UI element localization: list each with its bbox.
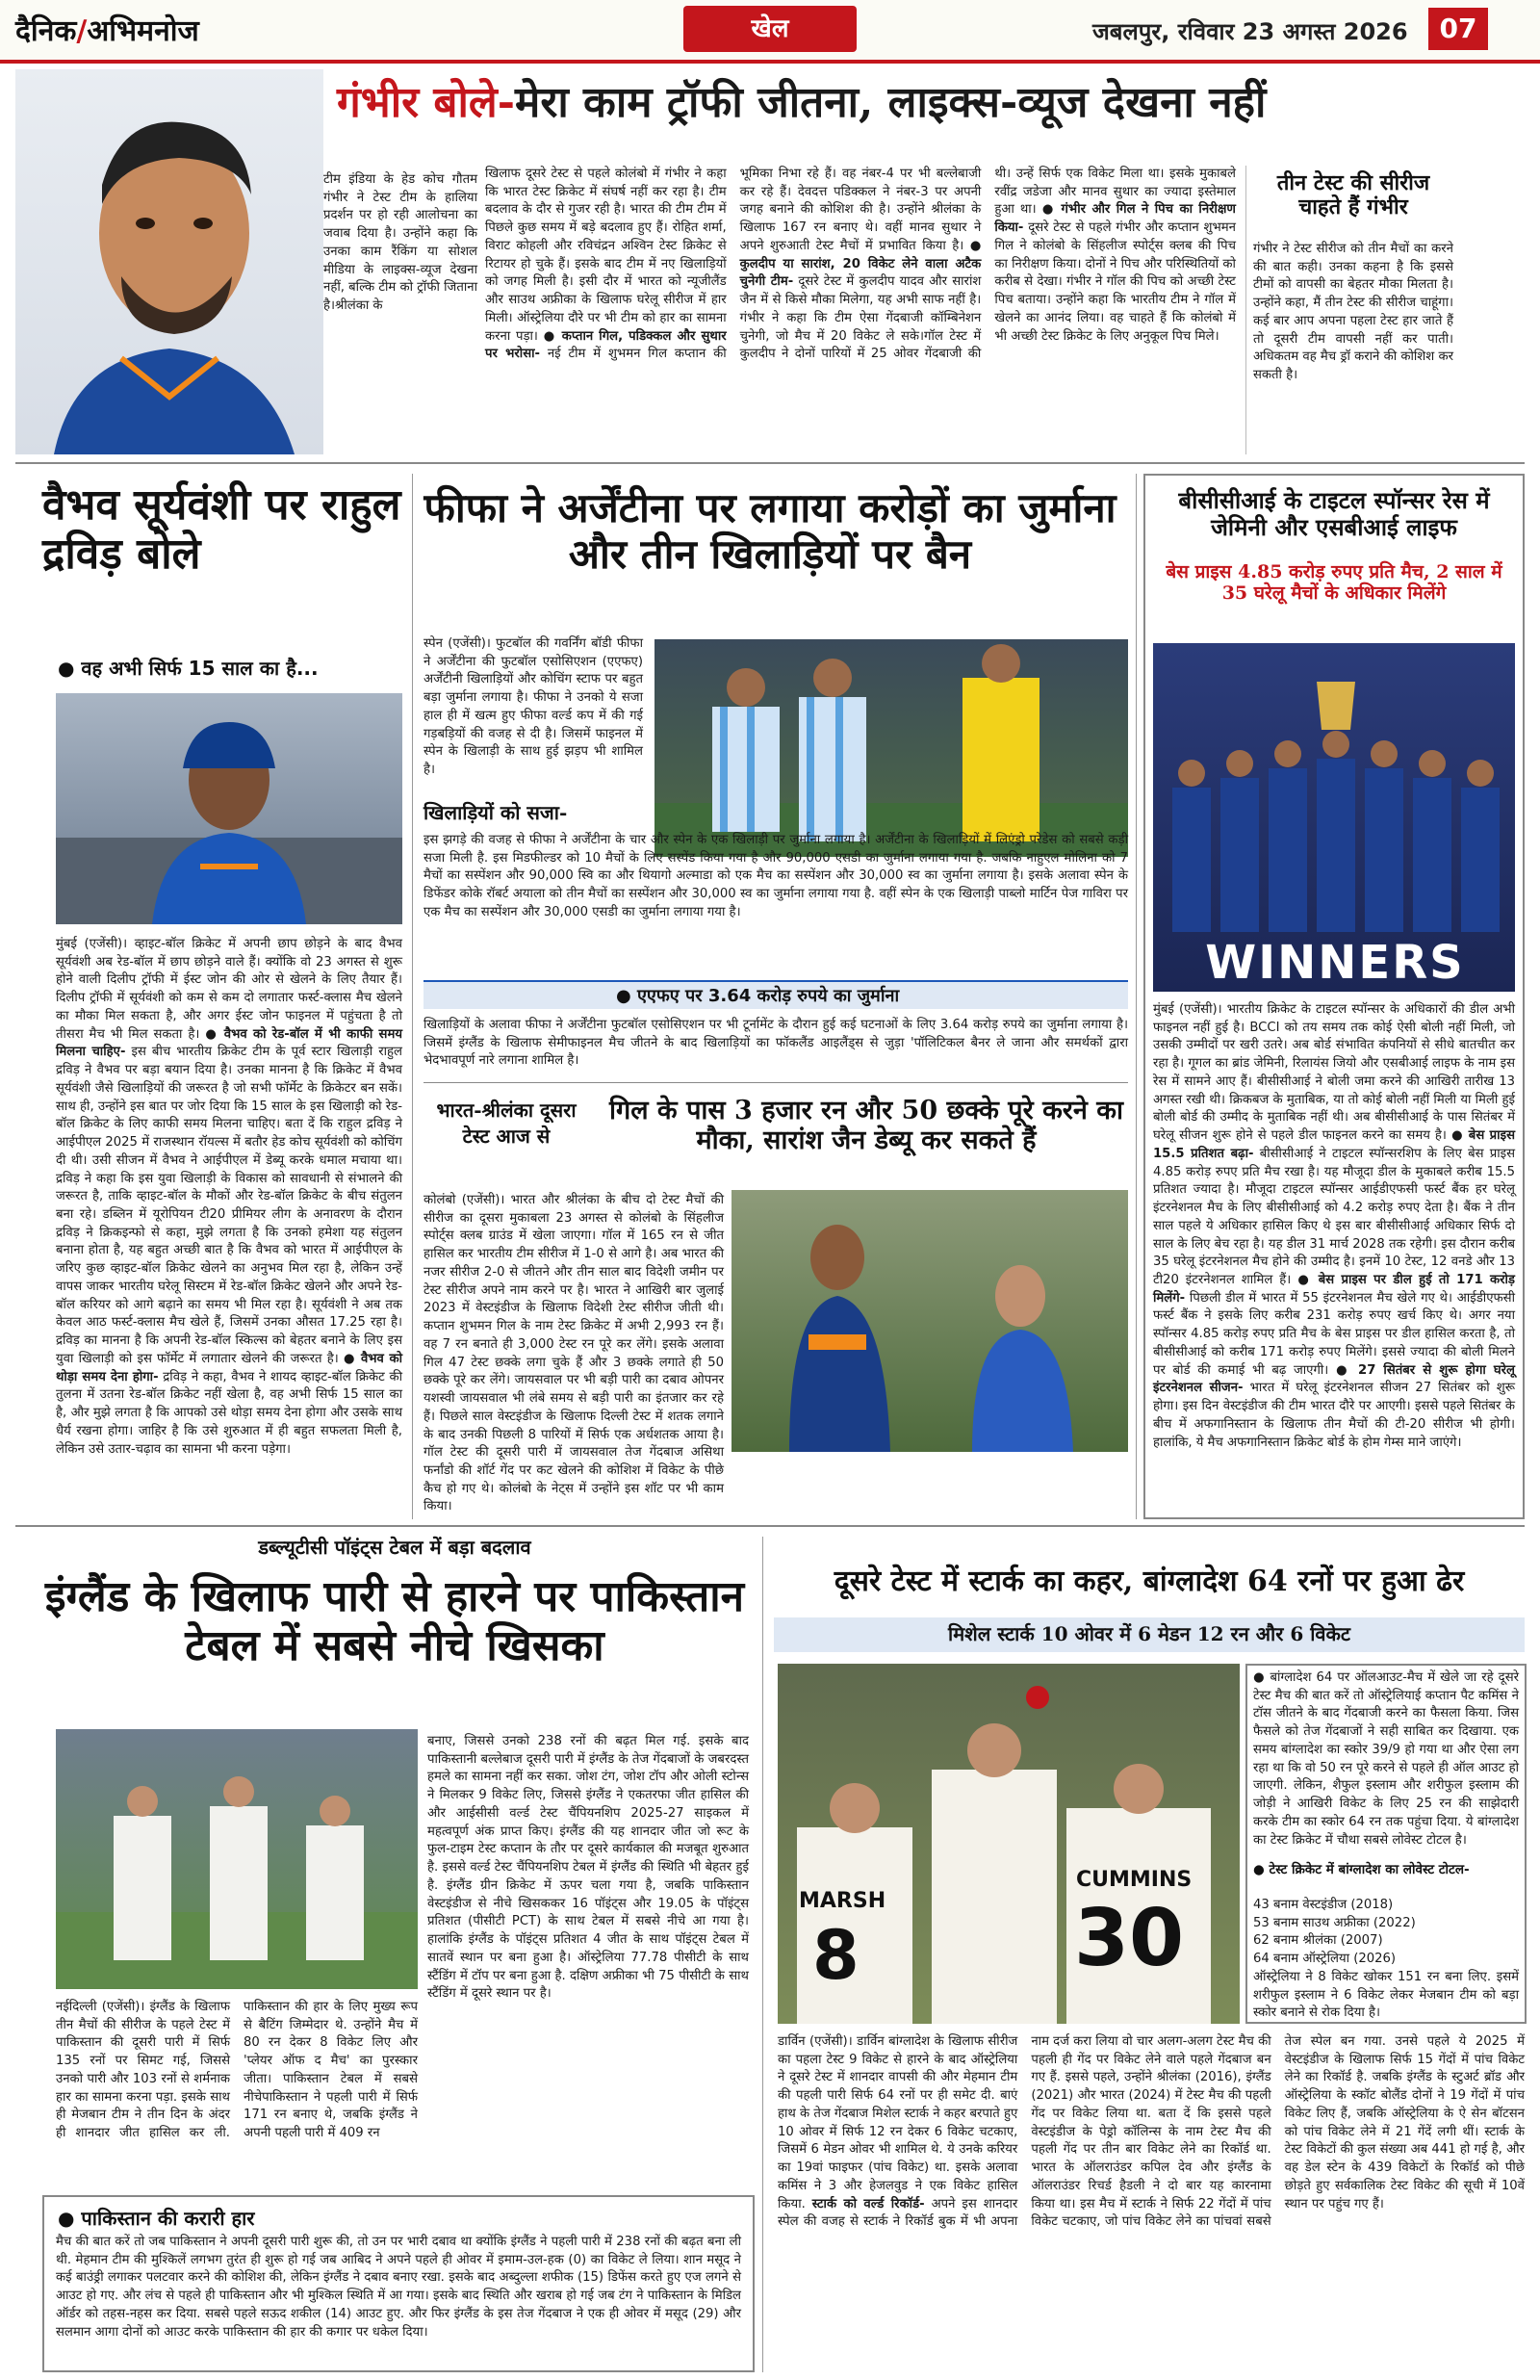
lowest-item: 62 बनाम श्रीलंका (2007) bbox=[1253, 1933, 1383, 1949]
story5-headline: गिल के पास 3 हजार रन और 50 छक्के पूरे करने का मौका, सारांश जैन डेब्यू कर सकते हैं bbox=[609, 1096, 1123, 1156]
lowest-item: 43 बनाम वेस्टइंडीज (2018) bbox=[1253, 1898, 1394, 1912]
logo-part-a: दैनिक bbox=[15, 14, 77, 48]
story3-body: इस झगड़े की वजह से फीफा ने अर्जेंटीना के चार और स्पेन के एक खिलाड़ी पर जुर्माना लगाया है। अर्जेंटीना के खिलाड़ियों में लिएंड्रो परेडेस को सबसे कड़ी सजा मिली है. इस मिडफील्डर को 10 मैचों के लिए सस्पेंड किया गया है और 90,000 एसडी का जुर्माना लगाया गया है. जबकि नाहुएल मोलिना को 7 मैचों का सस्पेंशन और 90,000 स्वि का और थियागो अल्माडा को एक मैच का सस्पेंशन और 30,000 स्व का जुर्माना लगाया है। इसके अलावा स्पेन के डिफेंडर कोके रॉबर्ट अयाला को तीन मैचों का सस्पेंशन और 30,000 स्व का जुर्माना लगाया गया है. वहीं स्पेन के एक खिलाड़ी पाब्लो मार्टिन पेज गाविरा पर एक मैच का सस्पेंशन और 30,000 एसडी का जुर्माना लगाया गया है। bbox=[424, 833, 1128, 919]
player-photo-icon bbox=[56, 693, 402, 924]
story4-body bbox=[1153, 1001, 1515, 1512]
winners-banner: WINNERS bbox=[1205, 936, 1465, 990]
story5-body-a: कोलंबो (एजेंसी)। भारत और श्रीलंका के बीच दो टेस्ट मैचों की सीरीज का दूसरा मुकाबला 23 अगस्त से कोलंबो के सिंहलीज स्पोर्ट्स क्लब ग्राउंड में खेला जाएगा। गॉल में 165 रन से जीत हासिल कर भारतीय टीम सीरीज में 1-0 से आगे है। अब भारत की नजर सीरीज 2-0 से जीतने और तीन साल बाद विदेशी जमीन पर टेस्ट सीरीज अपने नाम करने पर है। भारत ने आखिरी बार जुलाई 2023 में वेस्टइंडीज के खिलाफ विदेशी टेस्ट सीरीज जीती थी। कप्तान शुभमन गिल के नाम टेस्ट क्रिकेट में अभी 2,993 रन हैं। वह 7 रन बनाते ही 3,000 टेस्ट रन पूरे कर लेंगे। इसके अलावा गिल 47 टेस्ट छक्के लगा चुके हैं और 3 छक्के लगाते ही 50 छक्के पूरे कर लेंगे। जायसवाल पर भी बड़ी पारी का दबाव ओपनर यशस्वी जायसवाल भी लंबे समय से बड़ी पारी का इंतजार कर रहे हैं। पिछले साल वेस्टइंडीज के खिलाफ दिल्ली टेस्ट में शतक लगाने के बाद उनकी पिछली 8 पारियों में सिर्फ एक अर्धशतक आया है।गॉल टेस्ट की दूसरी पारी में जायसवाल तेज गेंदबाज असिथा फर्नांडो की शॉर्ट गेंद पर कट खेलने की कोशिश में विकेट के पीछे कैच हो गए थे। कोलंबो के नेट्स में उन्होंने इस शॉट पर भी काम किया। bbox=[424, 1193, 724, 1514]
newspaper-logo bbox=[15, 10, 199, 49]
page-number: 07 bbox=[1428, 8, 1488, 50]
story2-subhead-2: ● वैभव को थोड़ा समय देना होगा- bbox=[56, 1351, 402, 1384]
story5-body-b bbox=[424, 1456, 1128, 1513]
story4-subhead-2: ● बेस प्राइस पर डील हुई तो 171 करोड़ मिलेंगे- bbox=[1153, 1273, 1515, 1306]
story1-sidebar-body: गंभीर ने टेस्ट सीरीज को तीन मैचों का करने की बात कही। उनका कहना है कि इससे टीमों को वापसी का बेहतर मौका मिलता है। उन्होंने कहा, मैं तीन टेस्ट की सीरीज चाहूंगा। कई बार आप अपना पहला टेस्ट हार जाते हैं तो दूसरी टीम वापसी नहीं कर पाती। अधिकतम वह मैच ड्रॉ कराने की कोशिश कर सकती है। bbox=[1253, 242, 1453, 383]
vaibhav-photo bbox=[56, 693, 402, 924]
story1-body-p3: दूसरे टेस्ट में कुलदीप यादव और सारांश जैन में से किसे मौका मिलेगा, यह अभी साफ नहीं है। गंभीर ने कहा कि टीम ऐसा गेंदबाजी कॉम्बिनेशन चुनेगी, जो मैच में 20 विकेट ले सके।गॉल टेस्ट में कुलदीप ने दोनों पारियों में 25 ओवर गेंदबाजी की थी। उन्हें सिर्फ एक विकेट मिला था। इसके मुकाबले रवींद्र जडेजा और मानव सुथार का ज्यादा इस्तेमाल हुआ था। bbox=[739, 167, 1236, 362]
fifa-photo bbox=[654, 639, 1128, 857]
divider-2 bbox=[424, 1082, 1128, 1083]
story3-intro: स्पेन (एजेंसी)। फुटबॉल की गवर्निंग बॉडी फीफा ने अर्जेंटीना की फुटबॉल एसोसिएशन (एएफए) अर्जेंटीनी खिलाड़ियों और कोचिंग स्टाफ पर बहुत बड़ा जुर्माना लगाया है। फीफा ने उनको ये सजा हाल ही में खत्म हुए फीफा वर्ल्ड कप में की गई गड़बड़ियों की वजह से दी है। जिसमें फाइनल में स्पेन के खिलाड़ी के साथ हुई झड़प भी शामिल है। bbox=[424, 636, 643, 778]
jersey-cummins-number: 30 bbox=[1074, 1893, 1185, 1984]
divider-1 bbox=[15, 462, 1525, 464]
practice-session-icon bbox=[732, 1190, 1128, 1452]
story1-headline-text: मेरा काम ट्रॉफी जीतना, लाइक्स-व्यूज देखना नहीं bbox=[515, 78, 1267, 127]
jersey-marsh-number: 8 bbox=[812, 1916, 860, 1995]
story4-deck: बेस प्राइस 4.85 करोड़ रुपए प्रति मैच, 2 साल में 35 घरेलू मैचों के अधिकार मिलेंगे bbox=[1166, 561, 1502, 604]
story1-body bbox=[485, 166, 1236, 454]
story7-subhead: स्टार्क को वर्ल्ड रिकॉर्ड- bbox=[811, 2196, 925, 2212]
story2-body-p3: द्रविड़ ने कहा, वैभव ने शायद व्हाइट-बॉल क्रिकेट की तुलना में उतना रेड-बॉल क्रिकेट नहीं खेला है, वह अभी सिर्फ 15 साल का है, और मुझे लगता है कि आपको उसे थोड़ा समय देना होगा और उसके साथ धैर्य रखना होगा। जाहिर है कि उसे शुरुआत में ही बहुत सफलता मिली है, लेकिन उसे उतार-चढ़ाव का सामना भी करना पड़ेगा। bbox=[56, 1369, 402, 1457]
lowest-item-extra: ऑस्ट्रेलिया ने 8 विकेट खोकर 151 रन बना लिए. इसमें शरीफुल इस्लाम ने 6 विकेट लेकर मेजबान टीम को बड़ा स्कोर बनाने से रोक दिया है। bbox=[1253, 1969, 1519, 2021]
story5-kicker: भारत-श्रीलंका दूसरा टेस्ट आज से bbox=[436, 1099, 577, 1148]
divider-v3 bbox=[762, 1537, 763, 2372]
story4-subhead-1: ● बेस प्राइस 15.5 प्रतिशत बढ़ा- bbox=[1153, 1128, 1515, 1161]
story7-side2: ● टेस्ट क्रिकेट में बांग्लादेश का लोवेस्ट टोटल- bbox=[1253, 1862, 1470, 1877]
pakistan-england-photo bbox=[56, 1729, 418, 1989]
story1-subhead-3: ● गंभीर और गिल ने पिच का निरीक्षण किया- bbox=[994, 202, 1236, 236]
story6-body: नईदिल्ली (एजेंसी)। इंग्लैंड के खिलाफ तीन मैचों की सीरीज के पहले टेस्ट में पाकिस्तान की दूसरी पारी में सिर्फ 135 रनों पर सिमट गई, जिससे उनको पारी और 103 रनों से शर्मनाक हार का सामना करना पड़ा. इसके साथ ही मेजबान टीम ने तीन दिन के अंदर ही शानदार जीत हासिल कर ली. पाकिस्तान की हार के लिए मुख्य रूप से बैटिंग जिम्मेदार थे. उन्होंने मैच में 80 रन देकर 8 विकेट लिए और 'प्लेयर ऑफ द मैच' का पुरस्कार जीता। पाकिस्तान टेबल में सबसे नीचेपाकिस्तान ने पहली पारी में सिर्फ 171 रन बनाए थे, जबकि इंग्लैंड ने अपनी पहली पारी में 409 रन bbox=[56, 2000, 418, 2141]
story2-subhead-1: ● वैभव को रेड-बॉल में भी काफी समय मिलना चाहिए- bbox=[56, 1026, 402, 1060]
divider-v1 bbox=[412, 474, 413, 1519]
story6-body2: मैच की बात करें तो जब पाकिस्तान ने अपनी दूसरी पारी शुरू की, तो उन पर भारी दबाव था क्योंकि इंग्लैंड ने पहली पारी में 238 रनों की बढ़त बना ली थी. मेहमान टीम की मुश्किलें लगभग तुरंत ही शुरू हो गई जब आबिद ने अपने पहले ही ओवर में इमाम-उल-हक (0) का विकेट ले लिया। शान मसूद ने कई बाउंड्री लगाकर पलटवार करने की कोशिश की, लेकिन इंग्लैंड ने दबाव बनाए रखा. इसके बाद अब्दुल्ला शफीक (15) डिफेंस करते हुए एज लगने से आउट हो गए. और लंच से पहले ही पाकिस्तान और भी मुश्किल स्थिति में आ गया। इसके बाद स्थिति और खराब हो गई जब टंग ने पाकिस्तान के मिडिल ऑर्डर को तहस-नहस कर दिया. सबसे पहले सऊद शकील (14) आउट हुए. और फिर इंग्लैंड के इस तेज गेंदबाज ने एक ही ओवर में मसूद (29) और सलमान आगा दोनों को आउट करके पाकिस्तान की हार की कगार पर धकेल दिया। bbox=[56, 2235, 741, 2340]
story1-headline bbox=[337, 79, 1530, 128]
story4-subhead-3: ● 27 सितंबर से शुरू होगा घरेलू इंटरनेशनल सीजन- bbox=[1153, 1362, 1515, 1396]
story4-headline: बीसीसीआई के टाइटल स्पॉन्सर रेस में जेमिनी और एसबीआई लाइफ bbox=[1178, 486, 1490, 541]
story6-kicker: डब्ल्यूटीसी पॉइंट्स टेबल में बड़ा बदलाव bbox=[258, 1536, 531, 1559]
story3-headline: फीफा ने अर्जेंटीना पर लगाया करोड़ों का जुर्माना और तीन खिलाड़ियों पर बैन bbox=[424, 484, 1116, 579]
story4-body-p1: मुंबई (एजेंसी)। भारतीय क्रिकेट के टाइटल स्पॉन्सर के अधिकारों की डील अभी फाइनल नहीं हुई है। BCCI को तय समय तक कोई ऐसी बोली नहीं मिली, जो उसकी उम्मीदों पर खरी उतरे। अब बोर्ड संभावित कंपनियों से सीधे बातचीत कर रहा है। गूगल का ब्रांड जेमिनी, रिलायंस जियो और एसबीआई लाइफ के नाम इस रेस में सामने आए हैं। बीसीसीआई ने बोली जमा करने की आखिरी तारीख 13 अगस्त रखी थी। क्रिकबज के मुताबिक, या तो कोई बोली नहीं मिली या मिली हुई बोली बोर्ड की उम्मीद के मुताबिक नहीं थी। अब बीसीसीआई के पास सितंबर में घरेलू सीजन शुरू होने से पहले डील फाइनल करने का समय है। bbox=[1153, 1002, 1515, 1144]
story2-body bbox=[56, 936, 402, 1512]
story6-headline: इंग्लैंड के खिलाफ पारी से हारने पर पाकिस्तान टेबल में सबसे नीचे खिसका bbox=[44, 1572, 745, 1670]
story7-body bbox=[778, 2033, 1525, 2372]
story1-sidebar-head: तीन टेस्ट की सीरीज चाहते हैं गंभीर bbox=[1276, 170, 1430, 220]
jersey-marsh: MARSH bbox=[799, 1889, 886, 1913]
story4-body-p2: बीसीसीआई ने टाइटल स्पॉन्सरशिप के लिए बेस प्राइस 4.85 करोड़ रुपए प्रति मैच रखा है। यह मौजूदा डील के मुकाबले करीब 15.5 प्रतिशत ज्यादा है। मौजूदा टाइटल स्पॉन्सर आईडीएफसी फर्स्ट बैंक हर घरेलू इंटरनेशनल मैच के लिए बीसीसीआई को 4.2 करोड़ रुपए देता है। बैंक ने तीन साल पहले ये अधिकार हासिल किए थे इस बार बीसीसीआई अधिकार सिर्फ दो साल के लिए बेच रहा है। यह डील 31 मार्च 2028 तक रहेगी। इस दौरान करीब 35 घरेलू इंटरनेशनल मैच होने की उम्मीद है। इनमें 10 टेस्ट, 12 वनडे और 13 टी20 इंटरनेशनल शामिल हैं। bbox=[1153, 1146, 1516, 1288]
section-label: खेल bbox=[683, 6, 857, 52]
story2-body-p1: मुंबई (एजेंसी)। व्हाइट-बॉल क्रिकेट में अपनी छाप छोड़ने के बाद वैभव सूर्यवंशी अब रेड-बॉल में छाप छोड़ने वाले हैं। क्योंकि वो 23 अगस्त से शुरू होने वाली दिलीप ट्रॉफी में ईस्ट जोन की ओर से खेलने के लिए तैयार हैं। दिलीप ट्रॉफी में सूर्यवंशी को कम से कम दो लगातार फर्स्ट-क्लास मैच खेलने का मौका मिल सकता है, और अगर ईस्ट जोन फाइनल में पहुंचता है तो तीसरा मैच भी मिल सकता है। bbox=[56, 937, 402, 1042]
lowest-item: 64 बनाम ऑस्ट्रेलिया (2026) bbox=[1253, 1952, 1397, 1967]
gill-photo bbox=[732, 1190, 1128, 1452]
story1-intro: टीम इंडिया के हेड कोच गौतम गंभीर ने टेस्ट टीम के हालिया प्रदर्शन पर हो रही आलोचना का जवाब दिया है। उन्होंने कहा कि उनका काम रैंकिंग या सोशल मीडिया के लाइक्स-व्यूज देखना नहीं, बल्कि टीम को ट्रॉफी जिताना है।श्रीलंका के bbox=[323, 172, 477, 314]
story3-subhead: खिलाड़ियों को सजा- bbox=[424, 801, 568, 824]
divider-3 bbox=[15, 1525, 1525, 1527]
gambhir-photo bbox=[15, 69, 323, 454]
story7-lowest-list bbox=[1253, 1897, 1519, 2022]
story3-bar-text: ● एएफए पर 3.64 करोड़ रुपये का जुर्माना bbox=[616, 986, 900, 1006]
football-players-icon bbox=[654, 639, 1128, 857]
story7-body-p2: अपने इस शानदार स्पेल की वजह से स्टार्क ने रिकॉर्ड बुक में भी अपना नाम दर्ज करा लिया वो चार अलग-अलग टेस्ट मैच की पहली ही गेंद पर विकेट लेने वाले पहले गेंदबाज बन गए हैं. इससे पहले, उन्होंने श्रीलंका (2016), इंग्लैंड (2021) और भारत (2024) में टेस्ट मैच की पहली गेंद पर विकेट लिया था. बता दें कि इससे पहले वेस्टइंडीज के पेड्रो कॉलिन्स के नाम टेस्ट मैच की पहली गेंद पर तीन बार विकेट लेने का रिकॉर्ड था. भारत के ऑलराउंडर कपिल देव और इंग्लैंड के ऑलराउंडर रिचर्ड हैडली ने दो बार यह कारनामा किया था। इस मैच में स्टार्क ने सिर्फ 22 गेंदों में पांच विकेट चटकाए, जो पांच विकेट लेने का पांचवां सबसे तेज स्पेल बन गया. उनसे पहले ये 2025 में वेस्टइंडीज के खिलाफ सिर्फ 15 गेंदों में पांच विकेट लेने का रिकॉर्ड है. जबकि इंग्लैंड के स्टुअर्ट ब्रॉड और ऑस्ट्रेलिया के स्कॉट बोलैंड दोनों ने 19 गेंदों में पांच विकेट लिए हैं, जबकि ऑस्ट्रेलिया के ऐ सेन बॉटसन को पांच विकेट लेने में 21 गेंदें लगी थीं। स्टार्क के टेस्ट विकेटों की कुल संख्या अब 441 हो गई है, और वह डेल स्टेन के 439 विकेटों के रिकॉर्ड को पीछे छोड़ते हुए सर्वकालिक टेस्ट विकेट की सूची में 10वें स्थान पर पहुंच गए हैं। bbox=[778, 2034, 1525, 2230]
story2-headline: वैभव सूर्यवंशी पर राहुल द्रविड़ बोले bbox=[42, 480, 401, 579]
story6-body-top: बनाए, जिससे उनको 238 रनों की बढ़त मिल गई. इसके बाद पाकिस्तानी बल्लेबाज दूसरी पारी में इंग्लैंड के तेज गेंदबाजों के जबरदस्त हमले का सामना नहीं कर सका. जोश टंग, जोश टॉप और ओली स्टोन्स ने मिलकर 9 विकेट लिए, जिससे इंग्लैंड ने एकतरफा जीत हासिल की और आईसीसी वर्ल्ड टेस्ट चैंपियनशिप 2025-27 साइकल में महत्वपूर्ण अंक प्राप्त किए। इंग्लैंड की यह शानदार जीत जो रूट के फुल-टाइम टेस्ट कप्तान के तौर पर दूसरे कार्यकाल की मजबूत शुरुआत है. इससे वर्ल्ड टेस्ट चैंपियनशिप टेबल में इंग्लैंड की स्थिति भी बेहतर हुई है. इंग्लैंड ग्रीन क्रिकेट में ऊपर चला गया है, जबकि पाकिस्तान वेस्टइंडीज से नीचे खिसककर 16 पॉइंट्स और 19.05 के पॉइंट्स प्रतिशत (पीसीटी PCT) के साथ टेबल में सबसे नीचे आ गया है। हालांकि इंग्लैंड के पॉइंट्स प्रतिशत 4 जीत के साथ पॉइंट्स टेबल में सातवें स्थान पर बना हुआ है। ऑस्ट्रेलिया 77.78 पीसीटी के साथ स्टैंडिंग में टॉप पर बना हुआ है. दक्षिण अफ्रीका भी 75 पीसीटी के साथ स्टैंडिंग में दूसरे स्थान पर है। bbox=[427, 1734, 749, 2002]
lowest-item: 53 बनाम साउथ अफ्रीका (2022) bbox=[1253, 1915, 1416, 1930]
story1-subhead-1: ● कप्तान गिल, पडिक्कल और सुथार पर भरोसा- bbox=[485, 328, 727, 362]
story1-headline-lead: गंभीर बोले- bbox=[337, 78, 516, 127]
story1-body-p1: खिलाफ दूसरे टेस्ट से पहले कोलंबो में गंभीर ने कहा कि भारत टेस्ट क्रिकेट में संघर्ष नहीं कर रहा है। टीम बदलाव के दौर से गुजर रही है। भारत की टीम टीम में पिछले कुछ समय में बड़े बदलाव हुए हैं। रोहित शर्मा, विराट कोहली और रविचंद्रन अश्विन टेस्ट क्रिकेट से रिटायर हो चुके हैं। इसके बाद टीम में नए खिलाड़ियों को जगह मिली है। इसी दौर में भारत को न्यूजीलैंड और साउथ अफ्रीका के खिलाफ घरेलू सीरीज में हार मिली। ऑस्ट्रेलिया दौरे पर भी टीम को हार का सामना करना पड़ा। bbox=[485, 167, 727, 344]
story7-headline: दूसरे टेस्ट में स्टार्क का कहर, बांग्लादेश 64 रनों पर हुआ ढेर bbox=[834, 1565, 1465, 1598]
story1-body-p2: नई टीम में शुभमन गिल कप्तान की भूमिका निभा रहे हैं। वह नंबर-4 पर भी बल्लेबाजी कर रहे हैं। देवदत्त पडिक्कल ने नंबर-3 पर अपनी जगह बनाने की कोशिश की है। उन्होंने श्रीलंका के खिलाफ 167 रन बनाए थे। वहीं मानव सुथार ने अपने शुरुआती टेस्ट मैचों में प्रभावित किया है। bbox=[547, 167, 982, 362]
logo-part-b: अभिमनोज bbox=[87, 14, 199, 48]
story7-body-p1: डार्विन (एजेंसी)। डार्विन बांग्लादेश के खिलाफ सीरीज का पहला टेस्ट 9 विकेट से हारने के बाद ऑस्ट्रेलिया ने दूसरे टेस्ट में शानदार वापसी की और मेहमान टीम की पहली पारी सिर्फ 64 रनों पर ही समेट दी. बाएं हाथ के तेज गेंदबाज मिशेल स्टार्क ने कहर बरपाते हुए 10 ओवर में सिर्फ 12 रन देकर 6 विकेट चटकाए, जिसमें 6 मेडन ओवर भी शामिल थे. ये उनके करियर का 19वां फाइफर (पांच विकेट) था. इसके अलावा कमिंस ने 3 और हेजलवुड ने एक विकेट हासिल किया. bbox=[778, 2034, 1018, 2212]
gambhir-portrait-icon bbox=[15, 69, 323, 454]
story2-tag: ● वह अभी सिर्फ 15 साल का है... bbox=[58, 657, 319, 680]
logo-slash: / bbox=[76, 14, 88, 48]
story3-body2: खिलाड़ियों के अलावा फीफा ने अर्जेंटीना फुटबॉल एसोसिएशन पर भी टूर्नामेंट के दौरान हुई कई घटनाओं के लिए 3.64 करोड़ रुपये का जुर्माना लगाया है। जिसमें इंग्लैंड के खिलाफ सेमीफाइनल मैच जीतने के बाद खिलाड़ियों का फॉकलैंड आइलैंड्स से जुड़ा 'पॉलिटिकल बैनर ले जाना और समर्थकों द्वारा भेदभावपूर्ण नारे लगाना शामिल है। bbox=[424, 1018, 1128, 1069]
divider-v2 bbox=[1136, 474, 1137, 1519]
story1-subhead-2: ● कुलदीप या सारांश, 20 विकेट लेने वाला अटैक चुनेगी टीम- bbox=[739, 238, 982, 290]
cricket-celebration-icon bbox=[56, 1729, 418, 1989]
story7-side: ● बांग्लादेश 64 पर ऑलआउट-मैच में खेले जा रहे दूसरे टेस्ट मैच की बात करें तो ऑस्ट्रेलियाई कप्तान पैट कमिंस ने टॉस जीतने के बाद गेंदबाजी करने का फैसला किया. जिस फैसले को तेज गेंदबाजों ने सही साबित कर दिखाया. एक समय बांग्लादेश का स्कोर 39/9 हो गया था और ऐसा लग रहा था कि वो 50 रन पूरे करने से पहले ही ऑल आउट हो जाएगी. लेकिन, शैफुल इस्लाम और शरीफुल इस्लाम की जोड़ी ने आखिरी विकेट के लिए 25 रन की साझेदारी करके टीम का स्कोर 64 रन तक पहुंचा दिया. ये बांग्लादेश का टेस्ट क्रिकेट में चौथा सबसे लोवेस्ट टोटल है। bbox=[1253, 1670, 1519, 1848]
story6-subhead: ● पाकिस्तान की करारी हार bbox=[58, 2207, 255, 2230]
story4-body-p3: पिछली डील में भारत में 55 इंटरनेशनल मैच खेले गए थे। आईडीएफसी फर्स्ट बैंक ने इसके लिए करीब 231 करोड़ रुपए खर्च किए थे। अगर नया स्पॉन्सर 4.85 करोड़ रुपए प्रति मैच के बेस प्राइस पर डील हासिल करता है, तो बीसीसीआई को करीब 171 करोड़ रुपए मिलेंगे। इससे ज्यादा की बोली मिलने पर बोर्ड की कमाई भी बढ़ जाएगी। bbox=[1153, 1290, 1515, 1378]
story1-body-p4: दूसरे टेस्ट से पहले गंभीर और कप्तान शुभमन गिल ने कोलंबो के सिंहलीज स्पोर्ट्स क्लब की पिच का निरीक्षण किया। दोनों ने पिच और परिस्थितियों को करीब से देखा। गंभीर ने गॉल की पिच को अच्छी टेस्ट पिच बताया। उन्होंने कहा कि भारतीय टीम ने गॉल में खेलने का आनंद लिया। वह चाहते हैं कि कोलंबो में भी अच्छी टेस्ट क्रिकेट के लिए अनुकूल पिच मिले। bbox=[994, 220, 1236, 344]
story2-body-p2: इस बीच भारतीय क्रिकेट टीम के पूर्व स्टार खिलाड़ी राहुल द्रविड़ ने वैभव पर बड़ा बयान दिया है। उनका मानना है कि क्रिकेट में वैभव सूर्यवंशी जैसे खिलाड़ियों की जरूरत है जो सभी फॉर्मेट के क्रिकेटर बन सकें। साथ ही, उन्होंने इस बात पर जोर दिया कि 15 साल के इस खिलाड़ी को रेड-बॉल क्रिकेट के लिए काफी समय मिलना चाहिए। बता दें कि राहुल द्रविड़ ने आईपीएल 2025 में राजस्थान रॉयल्स में बतौर हेड कोच सूर्यवंशी को कोचिंग दी थी। उसी सीजन में वैभव ने आईपीएल में डेब्यू करके धमाल मचाया था। द्रविड़ ने कहा कि इस युवा खिलाड़ी के विकास को सावधानी से संभालने की जरूरत है, ताकि व्हाइट-बॉल के मौकों और रेड-बॉल क्रिकेट के बीच संतुलन बना रहे। डब्लिन में यूरोपियन टी20 प्रीमियर लीग के अनावरण के दौरान द्रविड़ ने क्रिकइन्फो से कहा, मुझे लगता है कि उनको हमेशा यह संतुलन बनाना होता है, यह बहुत अच्छी बात है कि वैभव को भारत में आईपीएल के जरिए कुछ व्हाइट-बॉल क्रिकेट खेलने का अनुभव मिल रहा है, लेकिन उन्हें वापस जाकर भारतीय घरेलू सिस्टम में रेड-बॉल क्रिकेट खेलने और अपने रेड-बॉल करियर को आगे बढ़ाने का समय भी मिल रहा है। सूर्यवंशी ने अब तक केवल आठ फर्स्ट-क्लास मैच खेले हैं, जिसमें उनका औसत 17.25 रहा है। द्रविड़ का मानना ​​है कि अपनी रेड-बॉल स्किल्स को बेहतर बनाने के लिए इस युवा खिलाड़ी को इस फॉर्मेट में लगातार खेलने की जरूरत है। bbox=[56, 1045, 402, 1366]
story4-body-p4: भारत में घरेलू इंटरनेशनल सीजन 27 सितंबर को शुरू होगा। इस दिन वेस्टइंडीज की टीम भारत दौरे पर आएगी। इससे पहले सितंबर के बीच में अफगानिस्तान के खिलाफ तीन मैचों की टी-20 सीरीज भी होगी। हालांकि, ये मैच अफगानिस्तान क्रिकेट बोर्ड के होम गेम्स माने जाएंगे। bbox=[1153, 1381, 1516, 1450]
dateline: जबलपुर, रविवार 23 अगस्त 2026 bbox=[1092, 18, 1408, 45]
jersey-cummins: CUMMINS bbox=[1076, 1868, 1193, 1892]
story7-deck: मिशेल स्टार्क 10 ओवर में 6 मेडन 12 रन और 6 विकेट bbox=[948, 1622, 1350, 1645]
